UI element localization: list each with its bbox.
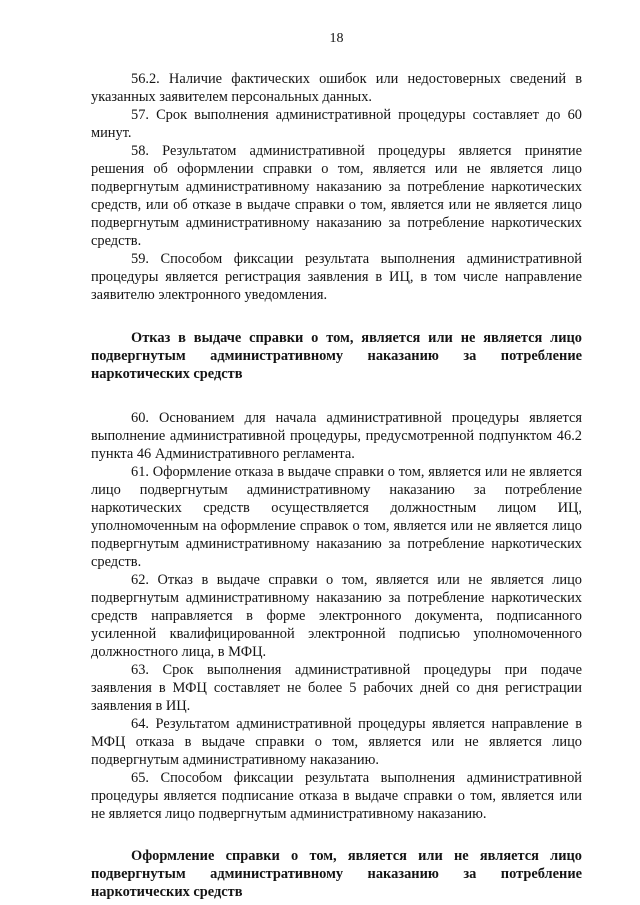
paragraph-60: 60. Основанием для начала административной процедуры является выполнение административной процедуры, предусмотренной подпунктом 46.2 пункта 46 Административного регламента. (91, 410, 582, 462)
paragraph-62: 62. Отказ в выдаче справки о том, является или не является лицо подвергнутым административному наказанию за потребление наркотических средств направляется в форме электронного документа, подписанного усиленной квалифицированной электронной подписью уполномоченного должностного лица, в МФЦ. (91, 572, 582, 660)
paragraph-61: 61. Оформление отказа в выдаче справки о том, является или не является лицо подвергнутым административному наказанию за потребление наркотических средств осуществляется должностным лицом ИЦ, уполномоченным на оформление справок о том, является или не является лицо подвергнутым административному наказанию за потребление наркотических средств. (91, 464, 582, 570)
paragraph-58: 58. Результатом административной процедуры является принятие решения об оформлении справки о том, является или не является лицо подвергнутым административному наказанию за потребление наркотических средств, или об отказе в выдаче справки о том, является или не является лицо подвергнутым административному наказанию за потребление наркотических средств. (91, 143, 582, 249)
page-number: 18 (329, 31, 344, 46)
paragraph-56-2: 56.2. Наличие фактических ошибок или недостоверных сведений в указанных заявителем персональных данных. (91, 71, 582, 105)
section-heading-refusal: Отказ в выдаче справки о том, является или не является лицо подвергнутым административному наказанию за потребление наркотических средств (91, 330, 582, 382)
paragraph-59: 59. Способом фиксации результата выполнения административной процедуры является регистрация заявления в ИЦ, в том числе направление заявителю электронного уведомления. (91, 251, 582, 303)
paragraph-63: 63. Срок выполнения административной процедуры при подаче заявления в МФЦ составляет не более 5 рабочих дней со дня регистрации заявления в ИЦ. (91, 662, 582, 714)
paragraph-64: 64. Результатом административной процедуры является направление в МФЦ отказа в выдаче справки о том, является или не является лицо подвергнутым административному наказанию. (91, 716, 582, 768)
paragraph-65: 65. Способом фиксации результата выполнения административной процедуры является подписание отказа в выдаче справки о том, является или не является лицо подвергнутым административному наказанию. (91, 770, 582, 822)
paragraph-57: 57. Срок выполнения административной процедуры составляет до 60 минут. (91, 107, 582, 141)
section-heading-issuance: Оформление справки о том, является или не является лицо подвергнутым административному наказанию за потребление наркотических средств (91, 848, 582, 900)
